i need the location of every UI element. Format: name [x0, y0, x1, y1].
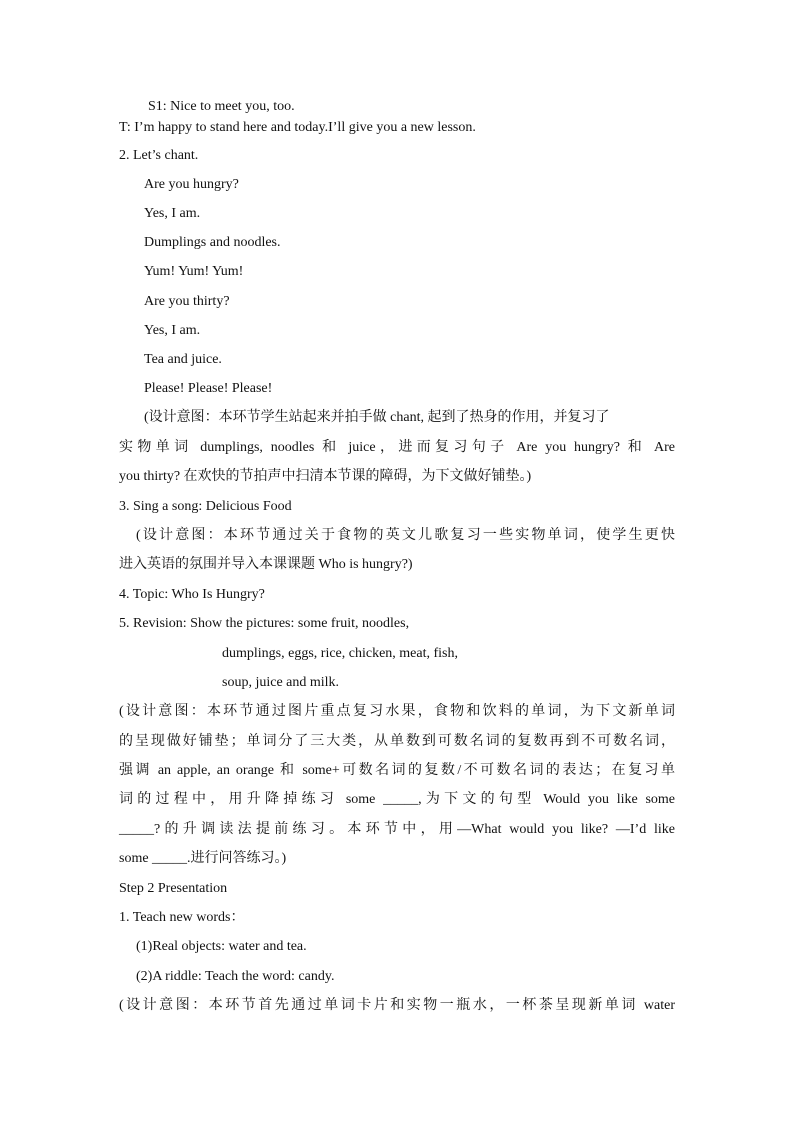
design-intent-note: 的呈现做好铺垫；单词分了三大类，从单数到可数名词的复数再到不可数名词， [119, 734, 675, 749]
section-heading-presentation: Step 2 Presentation [119, 881, 228, 896]
chant-line: Yes, I am. [144, 206, 201, 221]
chant-line: Are you thirty? [144, 294, 230, 309]
step-heading-new-words: 1. Teach new words： [119, 910, 245, 925]
new-words-item: (2)A riddle: Teach the word: candy. [136, 969, 335, 984]
chant-line: Yum! Yum! Yum! [144, 264, 244, 279]
design-intent-note: 强调 an apple, an orange 和 some+可数名词的复数/不可数名词的表达；在复习单 [119, 763, 675, 778]
step-heading-topic: 4. Topic: Who Is Hungry? [119, 587, 265, 602]
dialogue-line-s1: S1: Nice to meet you, too. [148, 99, 295, 114]
revision-word-list: soup, juice and milk. [222, 675, 340, 690]
step-heading-chant: 2. Let’s chant. [119, 148, 199, 163]
chant-line: Are you hungry? [144, 177, 239, 192]
chant-line: Please! Please! Please! [144, 381, 273, 396]
design-intent-note: some _____.进行问答练习。) [119, 851, 287, 866]
design-intent-note: (设计意图：本环节首先通过单词卡片和实物一瓶水，一杯茶呈现新单词 water [119, 998, 675, 1013]
design-intent-note: 进入英语的氛围并导入本课课题 Who is hungry?) [119, 557, 413, 572]
design-intent-note: 词的过程中，用升降掉练习 some _____,为下文的句型 Would you like some [119, 792, 675, 807]
revision-word-list: dumplings, eggs, rice, chicken, meat, fish, [222, 646, 458, 661]
design-intent-note: 实物单词 dumplings, noodles 和 juice，进而复习句子 Are you hungry? 和 Are [119, 440, 675, 455]
design-intent-note: (设计意图：本环节通过关于食物的英文儿歌复习一些实物单词，使学生更快 [136, 528, 675, 543]
chant-line: Tea and juice. [144, 352, 222, 367]
dialogue-line-teacher: T: I’m happy to stand here and today.I’ll give you a new lesson. [119, 120, 476, 135]
design-intent-note: (设计意图：本环节通过图片重点复习水果，食物和饮料的单词，为下文新单词 [119, 704, 675, 719]
chant-line: Dumplings and noodles. [144, 235, 281, 250]
step-heading-revision: 5. Revision: Show the pictures: some fruit, noodles, [119, 616, 410, 631]
step-heading-song: 3. Sing a song: Delicious Food [119, 499, 292, 514]
chant-line: Yes, I am. [144, 323, 201, 338]
design-intent-note: you thirty? 在欢快的节拍声中扫清本节课的障碍，为下文做好铺垫。) [119, 469, 532, 484]
new-words-item: (1)Real objects: water and tea. [136, 939, 307, 954]
design-intent-note: (设计意图：本环节学生站起来并拍手做 chant, 起到了热身的作用，并复习了 [144, 410, 610, 425]
design-intent-note: _____?的升调读法提前练习。本环节中，用—What would you like? —I’d like [119, 822, 675, 837]
